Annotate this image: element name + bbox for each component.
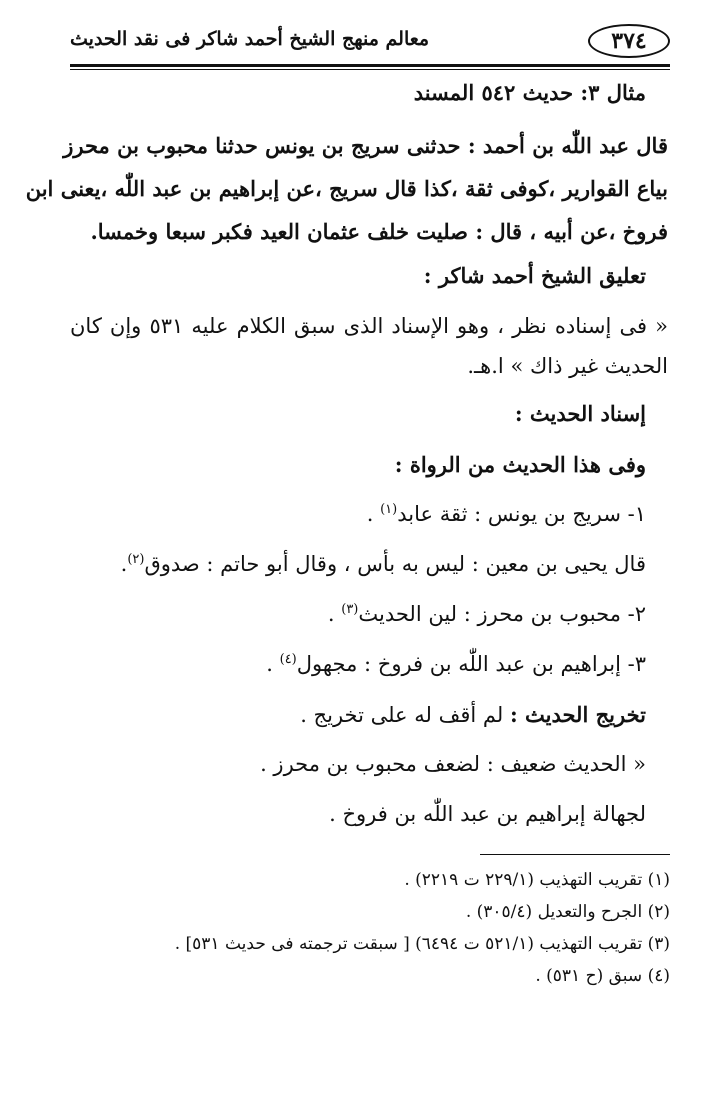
header-rule-thin: [70, 69, 670, 70]
verdict-line: « الحديث ضعيف : لضعف محبوب بن محرز .: [260, 752, 646, 776]
takhrij-text: لم أقف له على تخريج .: [300, 703, 504, 727]
narrator-item: ٣- إبراهيم بن عبد اللّٰه بن فروخ : مجهول$^{(٤)}$ .: [266, 652, 646, 676]
hadith-line: بياع القوارير ،كوفى ثقة ،كذا قال سريج ،عن إبراهيم بن عبد اللّٰه ،يعنى ابن: [25, 176, 668, 201]
footnote-ref: (٤): [279, 652, 297, 667]
isnad-heading: إسناد الحديث :: [514, 401, 646, 426]
takhrij-label: تخريج الحديث :: [509, 702, 646, 727]
header-rule-thick: [70, 64, 670, 67]
comment-heading: تعليق الشيخ أحمد شاكر :: [423, 263, 646, 288]
running-title: معالم منهج الشيخ أحمد شاكر فى نقد الحديث: [70, 28, 430, 50]
narrator-item: ٢- محبوب بن محرز : لين الحديث$^{(٣)}$ .: [327, 602, 646, 626]
verdict-line: لجهالة إبراهيم بن عبد اللّٰه بن فروخ .: [329, 802, 646, 826]
hadith-line: قال عبد اللّٰه بن أحمد : حدثنى سريج بن يونس حدثنا محبوب بن محرز: [63, 133, 668, 158]
comment-line: « فى إسناده نظر ، وهو الإسناد الذى سبق الكلام عليه ٥٣١ وإن كان: [70, 314, 668, 338]
footnote-rule: [480, 854, 670, 855]
footnote: (١) تقريب التهذيب (٢٢٩/١ ت ٢٢١٩) .: [404, 870, 670, 890]
footnote: (٣) تقريب التهذيب (٥٢١/١ ت ٦٤٩٤) [ سبقت ترجمته فى حديث ٥٣١] .: [174, 934, 670, 954]
page-header: [70, 22, 670, 64]
footnote-ref: (٢): [127, 552, 145, 567]
footnote: (٤) سبق (ح ٥٣١) .: [535, 966, 670, 986]
footnote-ref: (٣): [341, 602, 359, 617]
takhrij-line: [300, 702, 646, 727]
footnote-ref: (١): [380, 502, 398, 517]
footnote: (٢) الجرح والتعديل (٣٠٥/٤) .: [465, 902, 670, 922]
narrator-item: ١- سريج بن يونس : ثقة عابد$^{(١)}$ .: [366, 502, 646, 526]
narrators-heading: وفى هذا الحديث من الرواة :: [394, 452, 646, 477]
narrator-item: قال يحيى بن معين : ليس به بأس ، وقال أبو حاتم : صدوق$^{(٢)}$.: [120, 552, 646, 576]
page-number: ٣٧٤: [588, 24, 670, 58]
example-title: مثال ٣: حديث ٥٤٢ المسند: [413, 80, 646, 105]
comment-line: الحديث غير ذاك » ا.هـ.: [467, 354, 668, 378]
hadith-line: فروخ ،عن أبيه ، قال : صليت خلف عثمان العيد فكبر سبعا وخمسا.: [90, 219, 668, 244]
